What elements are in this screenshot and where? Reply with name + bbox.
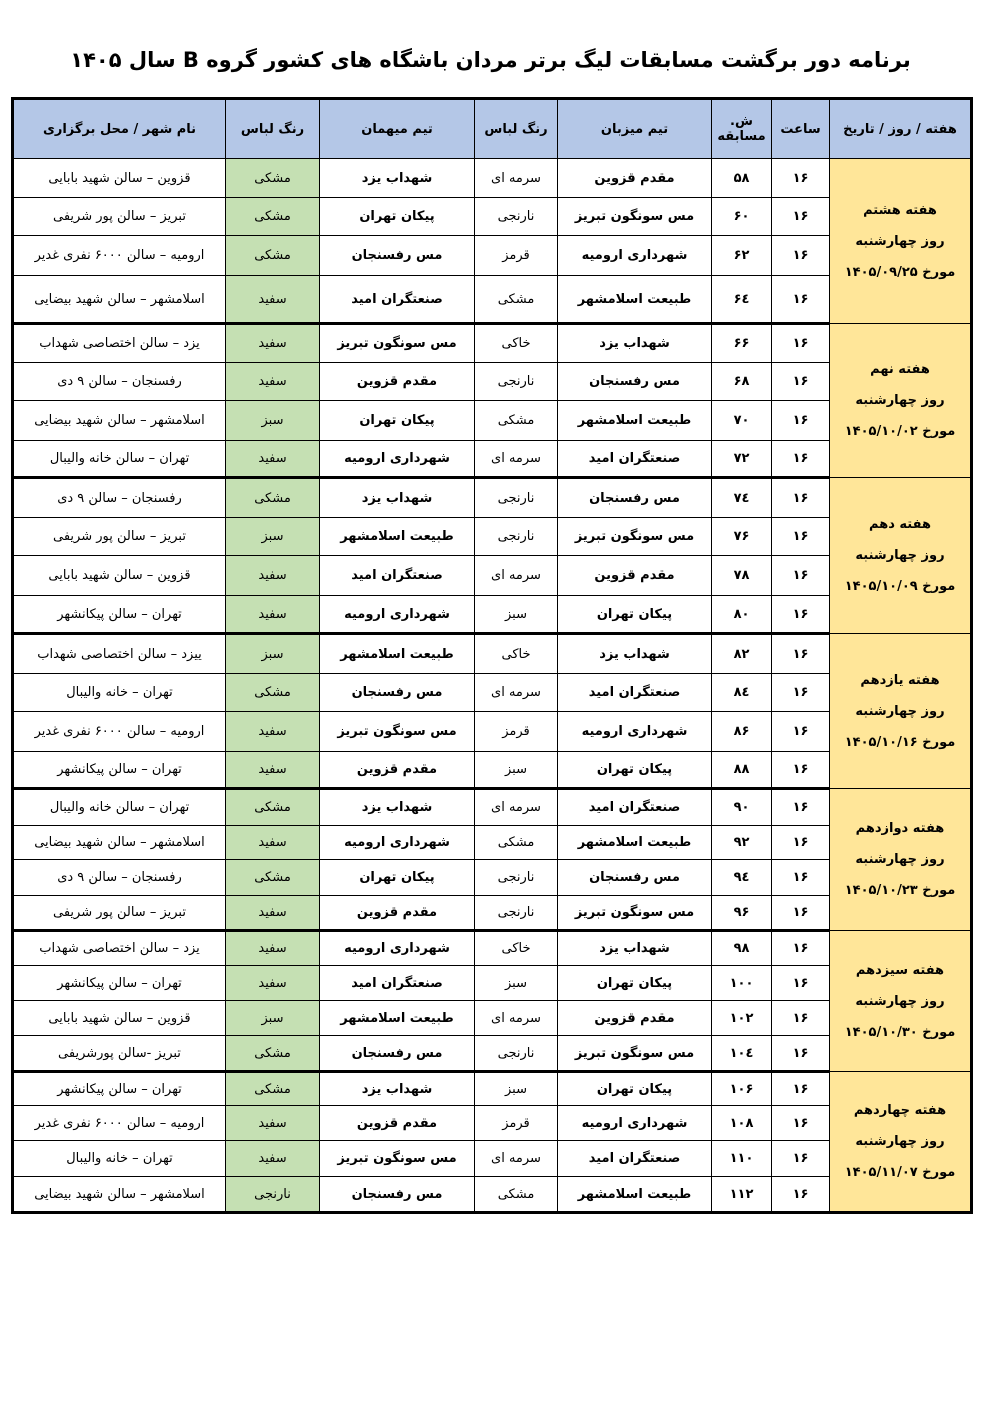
- match-row: [13, 966, 972, 1001]
- match-number: ۷۲: [712, 441, 772, 478]
- guest-kit-color: سفید: [226, 556, 320, 596]
- host-kit-color: نارنجی: [475, 860, 558, 896]
- venue: تبریز -سالن پورشریفی: [13, 1036, 226, 1072]
- match-number: ۶۶: [712, 324, 772, 363]
- header-row: [13, 99, 972, 159]
- match-number: ۹۸: [712, 931, 772, 966]
- venue: قزوین – سالن شهید بابایی: [13, 556, 226, 596]
- host-kit-color: سبز: [475, 966, 558, 1001]
- host-team: شهداب یزد: [558, 634, 712, 674]
- guest-team: مس رفسنجان: [320, 1036, 475, 1072]
- match-number: ۱۰۸: [712, 1106, 772, 1141]
- venue: تهران – سالن پیکانشهر: [13, 596, 226, 634]
- header-venue: نام شهر / محل برگزاری: [13, 99, 226, 159]
- guest-kit-color: مشکی: [226, 1072, 320, 1106]
- header-guest-kit: رنگ لباس: [226, 99, 320, 159]
- host-team: شهرداری ارومیه: [558, 712, 712, 752]
- host-team: مقدم قزوین: [558, 556, 712, 596]
- venue: تهران – سالن پیکانشهر: [13, 966, 226, 1001]
- guest-kit-color: مشکی: [226, 1036, 320, 1072]
- match-row: [13, 789, 972, 826]
- week-date: مورخ ۱۴۰۵/۱۰/۰۲: [844, 424, 956, 439]
- venue: تبریز – سالن پور شریفی: [13, 518, 226, 556]
- guest-kit-color: سفید: [226, 1106, 320, 1141]
- host-team: طبیعت اسلامشهر: [558, 1177, 712, 1213]
- match-row: [13, 1072, 972, 1106]
- guest-kit-color: سفید: [226, 596, 320, 634]
- match-number: ۹٤: [712, 860, 772, 896]
- host-team: مس رفسنجان: [558, 363, 712, 401]
- venue: تهران – خانه والیبال: [13, 1141, 226, 1177]
- match-row: [13, 556, 972, 596]
- week-week: هفته هشتم: [863, 202, 937, 218]
- host-kit-color: نارنجی: [475, 363, 558, 401]
- guest-kit-color: سفید: [226, 1141, 320, 1177]
- guest-kit-color: مشکی: [226, 236, 320, 276]
- host-team: مس رفسنجان: [558, 478, 712, 518]
- match-hour: ۱۶: [772, 441, 830, 478]
- guest-kit-color: سفید: [226, 896, 320, 931]
- venue: تبریز – سالن پور شریفی: [13, 896, 226, 931]
- match-hour: ۱۶: [772, 556, 830, 596]
- host-kit-color: مشکی: [475, 826, 558, 860]
- match-row: [13, 634, 972, 674]
- week-date: مورخ ۱۴۰۵/۱۰/۰۹: [844, 579, 956, 594]
- host-team: شهداب یزد: [558, 324, 712, 363]
- match-number: ۹۲: [712, 826, 772, 860]
- guest-kit-color: مشکی: [226, 674, 320, 712]
- guest-team: مس رفسنجان: [320, 236, 475, 276]
- host-team: مس سونگون تبریز: [558, 518, 712, 556]
- week-cell: [830, 1072, 972, 1213]
- guest-team: شهداب یزد: [320, 789, 475, 826]
- week-week: هفته نهم: [870, 362, 930, 377]
- match-row: [13, 931, 972, 966]
- match-hour: ۱۶: [772, 789, 830, 826]
- match-row: [13, 1001, 972, 1036]
- match-row: [13, 198, 972, 236]
- host-kit-color: سرمه ای: [475, 1001, 558, 1036]
- host-team: طبیعت اسلامشهر: [558, 401, 712, 441]
- host-kit-color: سبز: [475, 596, 558, 634]
- match-row: [13, 236, 972, 276]
- match-number: ۱۰۰: [712, 966, 772, 1001]
- host-team: صنعتگران امید: [558, 674, 712, 712]
- match-number: ۷۸: [712, 556, 772, 596]
- guest-kit-color: مشکی: [226, 789, 320, 826]
- match-number: ۶۲: [712, 236, 772, 276]
- host-kit-color: قرمز: [475, 236, 558, 276]
- host-team: صنعتگران امید: [558, 1141, 712, 1177]
- guest-team: طبیعت اسلامشهر: [320, 1001, 475, 1036]
- week-day: روز چهارشنبه: [855, 703, 945, 719]
- host-team: مس سونگون تبریز: [558, 1036, 712, 1072]
- week-cell: [830, 324, 972, 478]
- header-guest: تیم میهمان: [320, 99, 475, 159]
- week-week: هفته سیزدهم: [855, 962, 945, 978]
- week-cell: [830, 634, 972, 789]
- match-hour: ۱۶: [772, 674, 830, 712]
- match-number: ۸۲: [712, 634, 772, 674]
- match-number: ۹۶: [712, 896, 772, 931]
- schedule-table: [11, 97, 973, 1214]
- guest-team: مقدم قزوین: [320, 363, 475, 401]
- header-match-no: ش. مسابقه: [712, 99, 772, 159]
- host-team: مس سونگون تبریز: [558, 896, 712, 931]
- guest-team: مقدم قزوین: [320, 752, 475, 789]
- host-team: مقدم قزوین: [558, 1001, 712, 1036]
- host-kit-color: قرمز: [475, 1106, 558, 1141]
- guest-team: صنعتگران امید: [320, 966, 475, 1001]
- guest-kit-color: سبز: [226, 401, 320, 441]
- match-row: [13, 674, 972, 712]
- guest-team: شهداب یزد: [320, 1072, 475, 1106]
- match-hour: ۱۶: [772, 276, 830, 324]
- week-date: مورخ ۱۴۰۵/۱۰/۱۶: [844, 734, 956, 750]
- header-hour: ساعت: [772, 99, 830, 159]
- host-kit-color: نارنجی: [475, 198, 558, 236]
- venue: قزوین – سالن شهید بابایی: [13, 159, 226, 198]
- venue: تبریز – سالن پور شریفی: [13, 198, 226, 236]
- match-hour: ۱۶: [772, 860, 830, 896]
- match-row: [13, 896, 972, 931]
- guest-team: مس سونگون تبریز: [320, 324, 475, 363]
- match-hour: ۱۶: [772, 826, 830, 860]
- guest-kit-color: سفید: [226, 712, 320, 752]
- host-team: شهرداری ارومیه: [558, 1106, 712, 1141]
- guest-kit-color: سفید: [226, 931, 320, 966]
- match-hour: ۱۶: [772, 752, 830, 789]
- host-kit-color: قرمز: [475, 712, 558, 752]
- match-row: [13, 401, 972, 441]
- venue: رفسنجان – سالن ۹ دی: [13, 478, 226, 518]
- guest-kit-color: سفید: [226, 966, 320, 1001]
- guest-kit-color: سبز: [226, 634, 320, 674]
- guest-kit-color: نارنجی: [226, 1177, 320, 1213]
- host-kit-color: خاکی: [475, 931, 558, 966]
- guest-team: مقدم قزوین: [320, 1106, 475, 1141]
- host-kit-color: مشکی: [475, 1177, 558, 1213]
- match-row: [13, 712, 972, 752]
- match-row: [13, 596, 972, 634]
- match-number: ۱۰۶: [712, 1072, 772, 1106]
- week-cell: [830, 931, 972, 1072]
- week-day: روز چهارشنبه: [855, 393, 945, 408]
- week-week: هفته یازدهم: [860, 672, 940, 688]
- venue: رفسنجان – سالن ۹ دی: [13, 860, 226, 896]
- venue: یزد – سالن اختصاصی شهداب: [13, 324, 226, 363]
- guest-team: پیکان تهران: [320, 860, 475, 896]
- match-number: ۶۸: [712, 363, 772, 401]
- match-row: [13, 1106, 972, 1141]
- host-kit-color: سرمه ای: [475, 1141, 558, 1177]
- match-hour: ۱۶: [772, 596, 830, 634]
- match-row: [13, 752, 972, 789]
- guest-kit-color: سفید: [226, 363, 320, 401]
- match-number: ۱۱۰: [712, 1141, 772, 1177]
- venue: اسلامشهر – سالن شهید بیضایی: [13, 276, 226, 324]
- match-number: ۱۰۲: [712, 1001, 772, 1036]
- host-kit-color: نارنجی: [475, 896, 558, 931]
- host-kit-color: خاکی: [475, 634, 558, 674]
- host-kit-color: سرمه ای: [475, 159, 558, 198]
- header-host: تیم میزبان: [558, 99, 712, 159]
- match-number: ۷۰: [712, 401, 772, 441]
- match-hour: ۱۶: [772, 634, 830, 674]
- guest-team: پیکان تهران: [320, 198, 475, 236]
- host-kit-color: خاکی: [475, 324, 558, 363]
- match-hour: ۱۶: [772, 931, 830, 966]
- guest-team: مس سونگون تبریز: [320, 712, 475, 752]
- week-day: روز چهارشنبه: [855, 1134, 945, 1149]
- match-row: [13, 826, 972, 860]
- match-number: ۵۸: [712, 159, 772, 198]
- match-number: ۷٤: [712, 478, 772, 518]
- week-day: روز چهارشنبه: [855, 548, 945, 563]
- week-cell: [830, 789, 972, 931]
- match-row: [13, 324, 972, 363]
- guest-kit-color: سبز: [226, 518, 320, 556]
- match-number: ۷۶: [712, 518, 772, 556]
- page-title: برنامه دور برگشت مسابقات لیگ برتر مردان باشگاه های کشور گروه B سال ۱۴۰۵: [70, 48, 911, 72]
- match-hour: ۱۶: [772, 1072, 830, 1106]
- host-team: طبیعت اسلامشهر: [558, 276, 712, 324]
- match-hour: ۱۶: [772, 1106, 830, 1141]
- week-day: روز چهارشنبه: [855, 993, 945, 1009]
- match-hour: ۱۶: [772, 324, 830, 363]
- guest-kit-color: سبز: [226, 1001, 320, 1036]
- match-row: [13, 159, 972, 198]
- match-row: [13, 441, 972, 478]
- match-hour: ۱۶: [772, 363, 830, 401]
- guest-team: پیکان تهران: [320, 401, 475, 441]
- week-week: هفته دوازدهم: [855, 821, 945, 836]
- match-hour: ۱۶: [772, 198, 830, 236]
- match-hour: ۱۶: [772, 159, 830, 198]
- week-date: مورخ ۱۴۰۵/۱۰/۳۰: [844, 1024, 956, 1040]
- match-hour: ۱۶: [772, 1036, 830, 1072]
- venue: ارومیه – سالن ۶۰۰۰ نفری غدیر: [13, 712, 226, 752]
- host-team: پیکان تهران: [558, 752, 712, 789]
- host-team: پیکان تهران: [558, 1072, 712, 1106]
- venue: تهران – سالن خانه والیبال: [13, 441, 226, 478]
- match-number: ۸۰: [712, 596, 772, 634]
- match-number: ۸۸: [712, 752, 772, 789]
- venue: تهران – سالن پیکانشهر: [13, 1072, 226, 1106]
- venue: ارومیه – سالن ۶۰۰۰ نفری غدیر: [13, 236, 226, 276]
- host-team: شهرداری ارومیه: [558, 236, 712, 276]
- week-cell: [830, 159, 972, 324]
- guest-kit-color: مشکی: [226, 478, 320, 518]
- week-day: روز چهارشنبه: [855, 852, 945, 867]
- guest-kit-color: مشکی: [226, 198, 320, 236]
- guest-team: شهرداری ارومیه: [320, 931, 475, 966]
- match-row: [13, 860, 972, 896]
- guest-team: شهرداری ارومیه: [320, 441, 475, 478]
- week-week: هفته چهاردهم: [853, 1103, 947, 1118]
- guest-kit-color: سفید: [226, 826, 320, 860]
- week-week: هفته دهم: [869, 517, 931, 532]
- match-hour: ۱۶: [772, 478, 830, 518]
- match-number: ۶۰: [712, 198, 772, 236]
- host-kit-color: نارنجی: [475, 1036, 558, 1072]
- match-row: [13, 1036, 972, 1072]
- guest-kit-color: سفید: [226, 752, 320, 789]
- venue: اسلامشهر – سالن شهید بیضایی: [13, 401, 226, 441]
- header-week: هفته / روز / تاریخ: [830, 99, 972, 159]
- match-hour: ۱۶: [772, 236, 830, 276]
- guest-kit-color: مشکی: [226, 860, 320, 896]
- host-team: پیکان تهران: [558, 596, 712, 634]
- guest-kit-color: سفید: [226, 276, 320, 324]
- guest-team: طبیعت اسلامشهر: [320, 634, 475, 674]
- week-cell: [830, 478, 972, 634]
- guest-kit-color: سفید: [226, 441, 320, 478]
- host-kit-color: نارنجی: [475, 478, 558, 518]
- guest-team: صنعتگران امید: [320, 276, 475, 324]
- guest-team: مس رفسنجان: [320, 674, 475, 712]
- guest-team: طبیعت اسلامشهر: [320, 518, 475, 556]
- guest-team: شهرداری ارومیه: [320, 826, 475, 860]
- host-kit-color: سرمه ای: [475, 441, 558, 478]
- venue: ییزد – سالن اختصاصی شهداب: [13, 634, 226, 674]
- match-number: ۸۶: [712, 712, 772, 752]
- week-date: مورخ ۱۴۰۵/۱۱/۰۷: [844, 1165, 956, 1180]
- week-date: مورخ ۱۴۰۵/۰۹/۲۵: [844, 264, 956, 280]
- match-hour: ۱۶: [772, 712, 830, 752]
- match-hour: ۱۶: [772, 401, 830, 441]
- match-number: ۶٤: [712, 276, 772, 324]
- match-hour: ۱۶: [772, 1177, 830, 1213]
- host-team: مقدم قزوین: [558, 159, 712, 198]
- match-hour: ۱۶: [772, 896, 830, 931]
- match-number: ۱۰٤: [712, 1036, 772, 1072]
- match-row: [13, 1141, 972, 1177]
- match-row: [13, 363, 972, 401]
- schedule-body: [13, 159, 972, 1213]
- host-kit-color: سبز: [475, 752, 558, 789]
- host-team: پیکان تهران: [558, 966, 712, 1001]
- guest-kit-color: سفید: [226, 324, 320, 363]
- host-kit-color: مشکی: [475, 401, 558, 441]
- match-hour: ۱۶: [772, 1001, 830, 1036]
- host-kit-color: نارنجی: [475, 518, 558, 556]
- match-hour: ۱۶: [772, 518, 830, 556]
- venue: تهران – خانه والیبال: [13, 674, 226, 712]
- host-team: صنعتگران امید: [558, 789, 712, 826]
- match-row: [13, 518, 972, 556]
- match-number: ۱۱۲: [712, 1177, 772, 1213]
- match-hour: ۱۶: [772, 1141, 830, 1177]
- host-kit-color: سرمه ای: [475, 789, 558, 826]
- match-number: ۹۰: [712, 789, 772, 826]
- host-team: مس سونگون تبریز: [558, 198, 712, 236]
- venue: یزد – سالن اختصاصی شهداب: [13, 931, 226, 966]
- host-team: مس رفسنجان: [558, 860, 712, 896]
- week-date: مورخ ۱۴۰۵/۱۰/۲۳: [844, 883, 956, 898]
- host-kit-color: مشکی: [475, 276, 558, 324]
- guest-team: مس سونگون تبریز: [320, 1141, 475, 1177]
- host-kit-color: سبز: [475, 1072, 558, 1106]
- guest-kit-color: مشکی: [226, 159, 320, 198]
- venue: تهران – سالن پیکانشهر: [13, 752, 226, 789]
- guest-team: مقدم قزوین: [320, 896, 475, 931]
- host-team: صنعتگران امید: [558, 441, 712, 478]
- venue: اسلامشهر – سالن شهید بیضایی: [13, 826, 226, 860]
- guest-team: صنعتگران امید: [320, 556, 475, 596]
- host-kit-color: سرمه ای: [475, 556, 558, 596]
- header-host-kit: رنگ لباس: [475, 99, 558, 159]
- guest-team: شهرداری ارومیه: [320, 596, 475, 634]
- venue: اسلامشهر – سالن شهید بیضایی: [13, 1177, 226, 1213]
- week-day: روز چهارشنبه: [855, 233, 945, 249]
- match-row: [13, 478, 972, 518]
- venue: تهران – سالن خانه والیبال: [13, 789, 226, 826]
- host-team: شهداب یزد: [558, 931, 712, 966]
- match-hour: ۱۶: [772, 966, 830, 1001]
- venue: ارومیه – سالن ۶۰۰۰ نفری غدیر: [13, 1106, 226, 1141]
- match-row: [13, 1177, 972, 1213]
- match-number: ۸٤: [712, 674, 772, 712]
- venue: قزوین – سالن شهید بابایی: [13, 1001, 226, 1036]
- guest-team: مس رفسنجان: [320, 1177, 475, 1213]
- guest-team: شهداب یزد: [320, 478, 475, 518]
- match-row: [13, 276, 972, 324]
- host-team: طبیعت اسلامشهر: [558, 826, 712, 860]
- host-kit-color: سرمه ای: [475, 674, 558, 712]
- guest-team: شهداب یزد: [320, 159, 475, 198]
- venue: رفسنجان – سالن ۹ دی: [13, 363, 226, 401]
